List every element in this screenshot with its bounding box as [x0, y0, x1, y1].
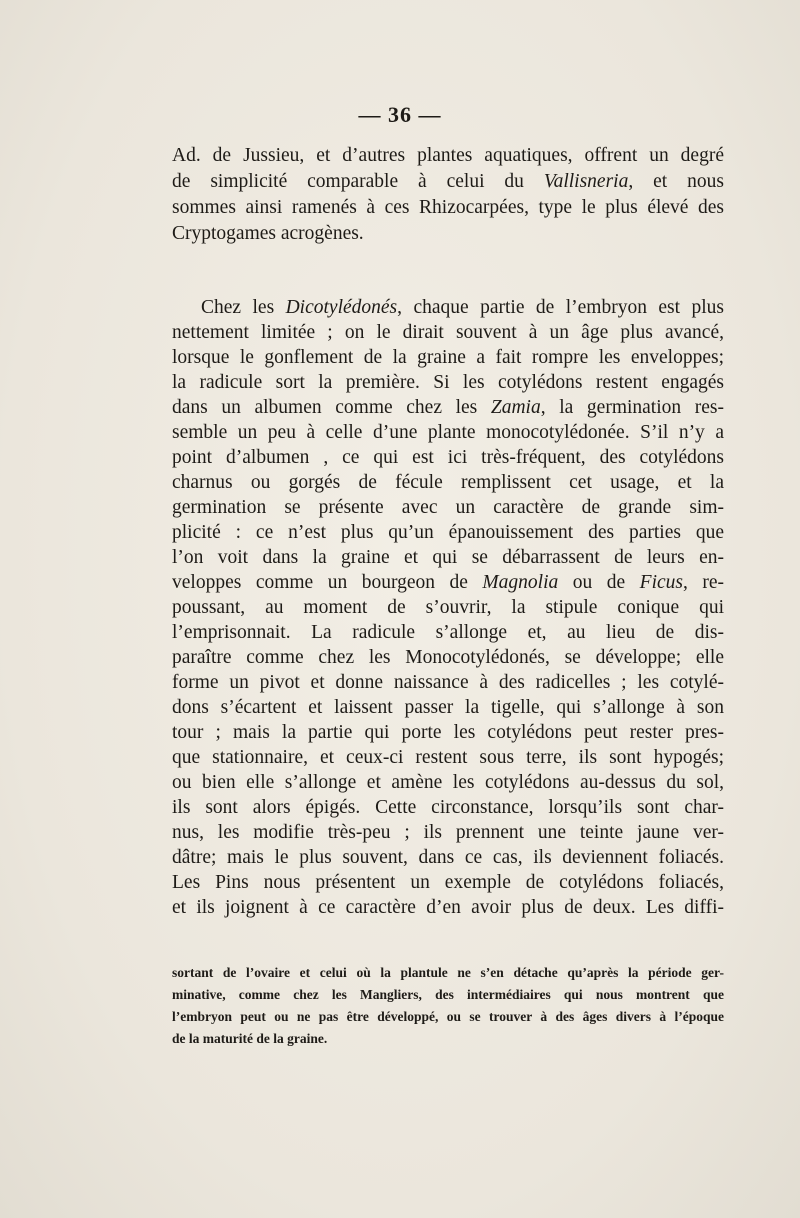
text-line: de simplicité comparable à celui du Vallisneria, et nous	[172, 171, 724, 192]
text-line: nus, les modifie très-peu ; ils prennent une teinte jaune ver-	[172, 822, 724, 843]
text-line: Les Pins nous présentent un exemple de cotylédons foliacés,	[172, 872, 724, 893]
text-line: veloppes comme un bourgeon de Magnolia ou de Ficus, re-	[172, 572, 724, 593]
text-line: tour ; mais la partie qui porte les cotylédons peut rester pres-	[172, 722, 724, 743]
text-line: et ils joignent à ce caractère d’en avoir plus de deux. Les diffi-	[172, 897, 724, 918]
text-line: poussant, au moment de s’ouvrir, la stipule conique qui	[172, 597, 724, 618]
text-line: Chez les Dicotylédonés, chaque partie de l’embryon est plus	[201, 297, 724, 318]
text-line: forme un pivot et donne naissance à des radicelles ; les cotylé-	[172, 672, 724, 693]
footnote-line: l’embryon peut ou ne pas être développé, ou se trouver à des âges divers à l’époque	[172, 1009, 724, 1024]
footnote-line: minative, comme chez les Mangliers, des intermédiaires qui nous montrent que	[172, 987, 724, 1002]
text-line: ou bien elle s’allonge et amène les cotylédons au-dessus du sol,	[172, 772, 724, 793]
text-line: dâtre; mais le plus souvent, dans ce cas, ils deviennent foliacés.	[172, 847, 724, 868]
text-line: semble un peu à celle d’une plante monocotylédonée. S’il n’y a	[172, 422, 724, 443]
page-number: — 36 —	[358, 102, 442, 127]
text-line: la radicule sort la première. Si les cotylédons restent engagés	[172, 372, 724, 393]
text-line: que stationnaire, et ceux-ci restent sous terre, ils sont hypogés;	[172, 747, 724, 768]
text-line: sommes ainsi ramenés à ces Rhizocarpées, type le plus élevé des	[172, 197, 724, 218]
text-line: plicité : ce n’est plus qu’un épanouissement des parties que	[172, 522, 724, 543]
text-line: ils sont alors épigés. Cette circonstance, lorsqu’ils sont char-	[172, 797, 724, 818]
footnote-line: de la maturité de la graine.	[172, 1031, 328, 1046]
text-line: dons s’écartent et laissent passer la tigelle, qui s’allonge à son	[172, 697, 724, 718]
text-line: Ad. de Jussieu, et d’autres plantes aquatiques, offrent un degré	[172, 145, 724, 166]
footnote-line: sortant de l’ovaire et celui où la plantule ne s’en détache qu’après la période ger-	[172, 965, 724, 980]
text-line: Cryptogames acrogènes.	[172, 223, 364, 244]
text-line: charnus ou gorgés de fécule remplissent cet usage, et la	[172, 472, 724, 493]
text-line: dans un albumen comme chez les Zamia, la germination res-	[172, 397, 724, 418]
text-line: l’emprisonnait. La radicule s’allonge et, au lieu de dis-	[172, 622, 724, 643]
text-line: point d’albumen , ce qui est ici très-fréquent, des cotylédons	[172, 447, 724, 468]
text-line: nettement limitée ; on le dirait souvent à un âge plus avancé,	[172, 322, 724, 343]
text-line: lorsque le gonflement de la graine a fait rompre les enveloppes;	[172, 347, 724, 368]
text-line: germination se présente avec un caractère de grande sim-	[172, 497, 724, 518]
text-line: paraître comme chez les Monocotylédonés, se développe; elle	[172, 647, 724, 668]
text-line: l’on voit dans la graine et qui se débarrassent de leurs en-	[172, 547, 724, 568]
